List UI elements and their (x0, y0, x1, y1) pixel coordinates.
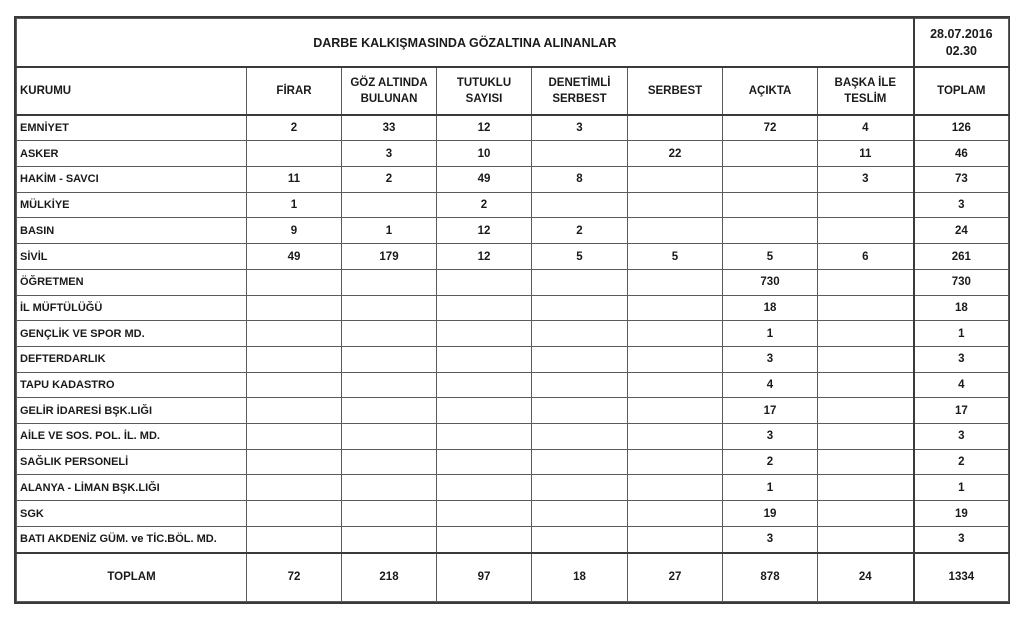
cell-at-large: 1 (723, 321, 818, 347)
cell-total: 1 (914, 321, 1009, 347)
cell-institution: BASIN (17, 218, 247, 244)
column-header-surrendered-elsewhere: BAŞKA İLE TESLİM (818, 67, 914, 114)
detention-table (16, 18, 1009, 602)
cell-surrendered-elsewhere (818, 192, 914, 218)
cell-fugitive: 49 (247, 244, 342, 270)
cell-surrendered-elsewhere: 4 (818, 115, 914, 141)
cell-probation (532, 526, 628, 552)
cell-fugitive (247, 321, 342, 347)
cell-fugitive (247, 475, 342, 501)
cell-released (628, 449, 723, 475)
table-row (17, 526, 1009, 552)
cell-fugitive (247, 449, 342, 475)
cell-released (628, 192, 723, 218)
cell-surrendered-elsewhere (818, 346, 914, 372)
table-row (17, 475, 1009, 501)
cell-total: 261 (914, 244, 1009, 270)
cell-total: 126 (914, 115, 1009, 141)
cell-institution: SGK (17, 501, 247, 527)
cell-institution: ÖĞRETMEN (17, 269, 247, 295)
cell-surrendered-elsewhere (818, 526, 914, 552)
cell-total: 18 (914, 295, 1009, 321)
cell-released (628, 424, 723, 450)
cell-institution: BATI AKDENİZ GÜM. ve TİC.BÖL. MD. (17, 526, 247, 552)
cell-released: 5 (628, 244, 723, 270)
cell-arrested: 12 (437, 115, 532, 141)
cell-probation: 5 (532, 244, 628, 270)
cell-institution: DEFTERDARLIK (17, 346, 247, 372)
cell-total: 3 (914, 424, 1009, 450)
total-surrendered-elsewhere: 24 (818, 553, 914, 602)
cell-at-large: 4 (723, 372, 818, 398)
table-row (17, 192, 1009, 218)
cell-in-custody: 33 (342, 115, 437, 141)
table-row (17, 244, 1009, 270)
table-row (17, 167, 1009, 193)
cell-arrested (437, 346, 532, 372)
cell-released (628, 372, 723, 398)
cell-in-custody: 179 (342, 244, 437, 270)
cell-released (628, 269, 723, 295)
cell-arrested (437, 372, 532, 398)
column-header-arrested: TUTUKLU SAYISI (437, 67, 532, 114)
table-row (17, 295, 1009, 321)
cell-institution: TAPU KADASTRO (17, 372, 247, 398)
cell-in-custody (342, 501, 437, 527)
cell-in-custody (342, 192, 437, 218)
cell-fugitive (247, 295, 342, 321)
cell-fugitive (247, 424, 342, 450)
cell-at-large (723, 167, 818, 193)
table-row (17, 321, 1009, 347)
cell-fugitive (247, 269, 342, 295)
cell-institution: EMNİYET (17, 115, 247, 141)
cell-released: 22 (628, 141, 723, 167)
cell-at-large (723, 218, 818, 244)
cell-institution: HAKİM - SAVCI (17, 167, 247, 193)
cell-total: 17 (914, 398, 1009, 424)
cell-arrested: 12 (437, 218, 532, 244)
cell-surrendered-elsewhere (818, 295, 914, 321)
cell-released (628, 115, 723, 141)
column-header-fugitive: FİRAR (247, 67, 342, 114)
table-row (17, 398, 1009, 424)
cell-probation (532, 321, 628, 347)
cell-surrendered-elsewhere (818, 475, 914, 501)
cell-probation (532, 269, 628, 295)
cell-surrendered-elsewhere (818, 218, 914, 244)
cell-at-large: 3 (723, 346, 818, 372)
cell-fugitive (247, 141, 342, 167)
cell-at-large: 17 (723, 398, 818, 424)
cell-total: 2 (914, 449, 1009, 475)
cell-in-custody (342, 321, 437, 347)
column-header-institution: KURUMU (17, 67, 247, 114)
cell-arrested (437, 295, 532, 321)
cell-at-large: 2 (723, 449, 818, 475)
cell-fugitive (247, 526, 342, 552)
totals-row (17, 553, 1009, 602)
cell-probation (532, 372, 628, 398)
cell-institution: GENÇLİK VE SPOR MD. (17, 321, 247, 347)
cell-in-custody (342, 475, 437, 501)
cell-institution: ALANYA - LİMAN BŞK.LIĞI (17, 475, 247, 501)
cell-surrendered-elsewhere (818, 501, 914, 527)
cell-probation (532, 398, 628, 424)
cell-probation: 3 (532, 115, 628, 141)
cell-arrested: 49 (437, 167, 532, 193)
cell-arrested: 12 (437, 244, 532, 270)
cell-surrendered-elsewhere: 11 (818, 141, 914, 167)
cell-fugitive: 11 (247, 167, 342, 193)
cell-at-large (723, 192, 818, 218)
title-row (17, 19, 1009, 68)
cell-total: 3 (914, 346, 1009, 372)
cell-probation: 2 (532, 218, 628, 244)
table-row (17, 501, 1009, 527)
cell-in-custody: 1 (342, 218, 437, 244)
cell-arrested (437, 501, 532, 527)
table-row (17, 218, 1009, 244)
cell-released (628, 501, 723, 527)
cell-in-custody (342, 398, 437, 424)
cell-in-custody (342, 295, 437, 321)
cell-total: 46 (914, 141, 1009, 167)
cell-arrested (437, 449, 532, 475)
column-header-probation: DENETİMLİ SERBEST (532, 67, 628, 114)
total-total: 1334 (914, 553, 1009, 602)
cell-probation (532, 475, 628, 501)
cell-arrested (437, 526, 532, 552)
cell-fugitive: 2 (247, 115, 342, 141)
cell-total: 73 (914, 167, 1009, 193)
cell-released (628, 167, 723, 193)
column-header-at-large: AÇIKTA (723, 67, 818, 114)
total-probation: 18 (532, 553, 628, 602)
cell-fugitive: 9 (247, 218, 342, 244)
cell-probation (532, 449, 628, 475)
table-row (17, 346, 1009, 372)
cell-arrested: 2 (437, 192, 532, 218)
cell-arrested (437, 475, 532, 501)
cell-at-large: 3 (723, 424, 818, 450)
cell-probation (532, 295, 628, 321)
cell-total: 730 (914, 269, 1009, 295)
table-row (17, 269, 1009, 295)
column-header-in-custody: GÖZ ALTINDA BULUNAN (342, 67, 437, 114)
cell-total: 3 (914, 526, 1009, 552)
cell-at-large: 730 (723, 269, 818, 295)
report-date: 28.07.2016 (930, 26, 993, 41)
total-arrested: 97 (437, 553, 532, 602)
cell-released (628, 398, 723, 424)
cell-institution: SAĞLIK PERSONELİ (17, 449, 247, 475)
cell-probation (532, 424, 628, 450)
cell-surrendered-elsewhere (818, 449, 914, 475)
detention-report-sheet (14, 16, 1010, 604)
cell-fugitive (247, 372, 342, 398)
cell-total: 3 (914, 192, 1009, 218)
cell-total: 19 (914, 501, 1009, 527)
cell-in-custody (342, 372, 437, 398)
cell-arrested: 10 (437, 141, 532, 167)
cell-released (628, 295, 723, 321)
cell-arrested (437, 269, 532, 295)
cell-fugitive (247, 501, 342, 527)
cell-released (628, 526, 723, 552)
total-institution: TOPLAM (17, 553, 247, 602)
cell-fugitive (247, 398, 342, 424)
cell-at-large: 5 (723, 244, 818, 270)
cell-released (628, 321, 723, 347)
cell-surrendered-elsewhere (818, 269, 914, 295)
cell-probation (532, 141, 628, 167)
cell-at-large: 18 (723, 295, 818, 321)
cell-arrested (437, 321, 532, 347)
cell-in-custody (342, 424, 437, 450)
cell-in-custody: 3 (342, 141, 437, 167)
cell-institution: İL MÜFTÜLÜĞÜ (17, 295, 247, 321)
cell-probation (532, 192, 628, 218)
cell-at-large: 19 (723, 501, 818, 527)
cell-at-large: 72 (723, 115, 818, 141)
cell-fugitive (247, 346, 342, 372)
cell-surrendered-elsewhere (818, 424, 914, 450)
report-timestamp (914, 19, 1009, 68)
report-title: DARBE KALKIŞMASINDA GÖZALTINA ALINANLAR (17, 19, 914, 68)
cell-institution: MÜLKİYE (17, 192, 247, 218)
cell-in-custody (342, 269, 437, 295)
cell-released (628, 218, 723, 244)
report-time: 02.30 (945, 43, 977, 58)
table-row (17, 449, 1009, 475)
table-row (17, 372, 1009, 398)
cell-institution: ASKER (17, 141, 247, 167)
total-at-large: 878 (723, 553, 818, 602)
cell-surrendered-elsewhere: 3 (818, 167, 914, 193)
cell-in-custody (342, 526, 437, 552)
column-header-released: SERBEST (628, 67, 723, 114)
column-header-total: TOPLAM (914, 67, 1009, 114)
header-row (17, 67, 1009, 114)
table-row (17, 141, 1009, 167)
cell-total: 1 (914, 475, 1009, 501)
cell-institution: AİLE VE SOS. POL. İL. MD. (17, 424, 247, 450)
cell-in-custody (342, 449, 437, 475)
table-row (17, 115, 1009, 141)
cell-institution: SİVİL (17, 244, 247, 270)
table-row (17, 424, 1009, 450)
total-released: 27 (628, 553, 723, 602)
cell-institution: GELİR İDARESİ BŞK.LIĞI (17, 398, 247, 424)
cell-surrendered-elsewhere (818, 321, 914, 347)
cell-surrendered-elsewhere (818, 372, 914, 398)
cell-surrendered-elsewhere: 6 (818, 244, 914, 270)
cell-probation: 8 (532, 167, 628, 193)
cell-probation (532, 501, 628, 527)
cell-at-large: 1 (723, 475, 818, 501)
cell-at-large (723, 141, 818, 167)
cell-released (628, 475, 723, 501)
cell-arrested (437, 424, 532, 450)
cell-fugitive: 1 (247, 192, 342, 218)
cell-surrendered-elsewhere (818, 398, 914, 424)
cell-in-custody: 2 (342, 167, 437, 193)
cell-released (628, 346, 723, 372)
cell-at-large: 3 (723, 526, 818, 552)
cell-total: 24 (914, 218, 1009, 244)
cell-in-custody (342, 346, 437, 372)
total-in-custody: 218 (342, 553, 437, 602)
cell-total: 4 (914, 372, 1009, 398)
cell-probation (532, 346, 628, 372)
total-fugitive: 72 (247, 553, 342, 602)
cell-arrested (437, 398, 532, 424)
